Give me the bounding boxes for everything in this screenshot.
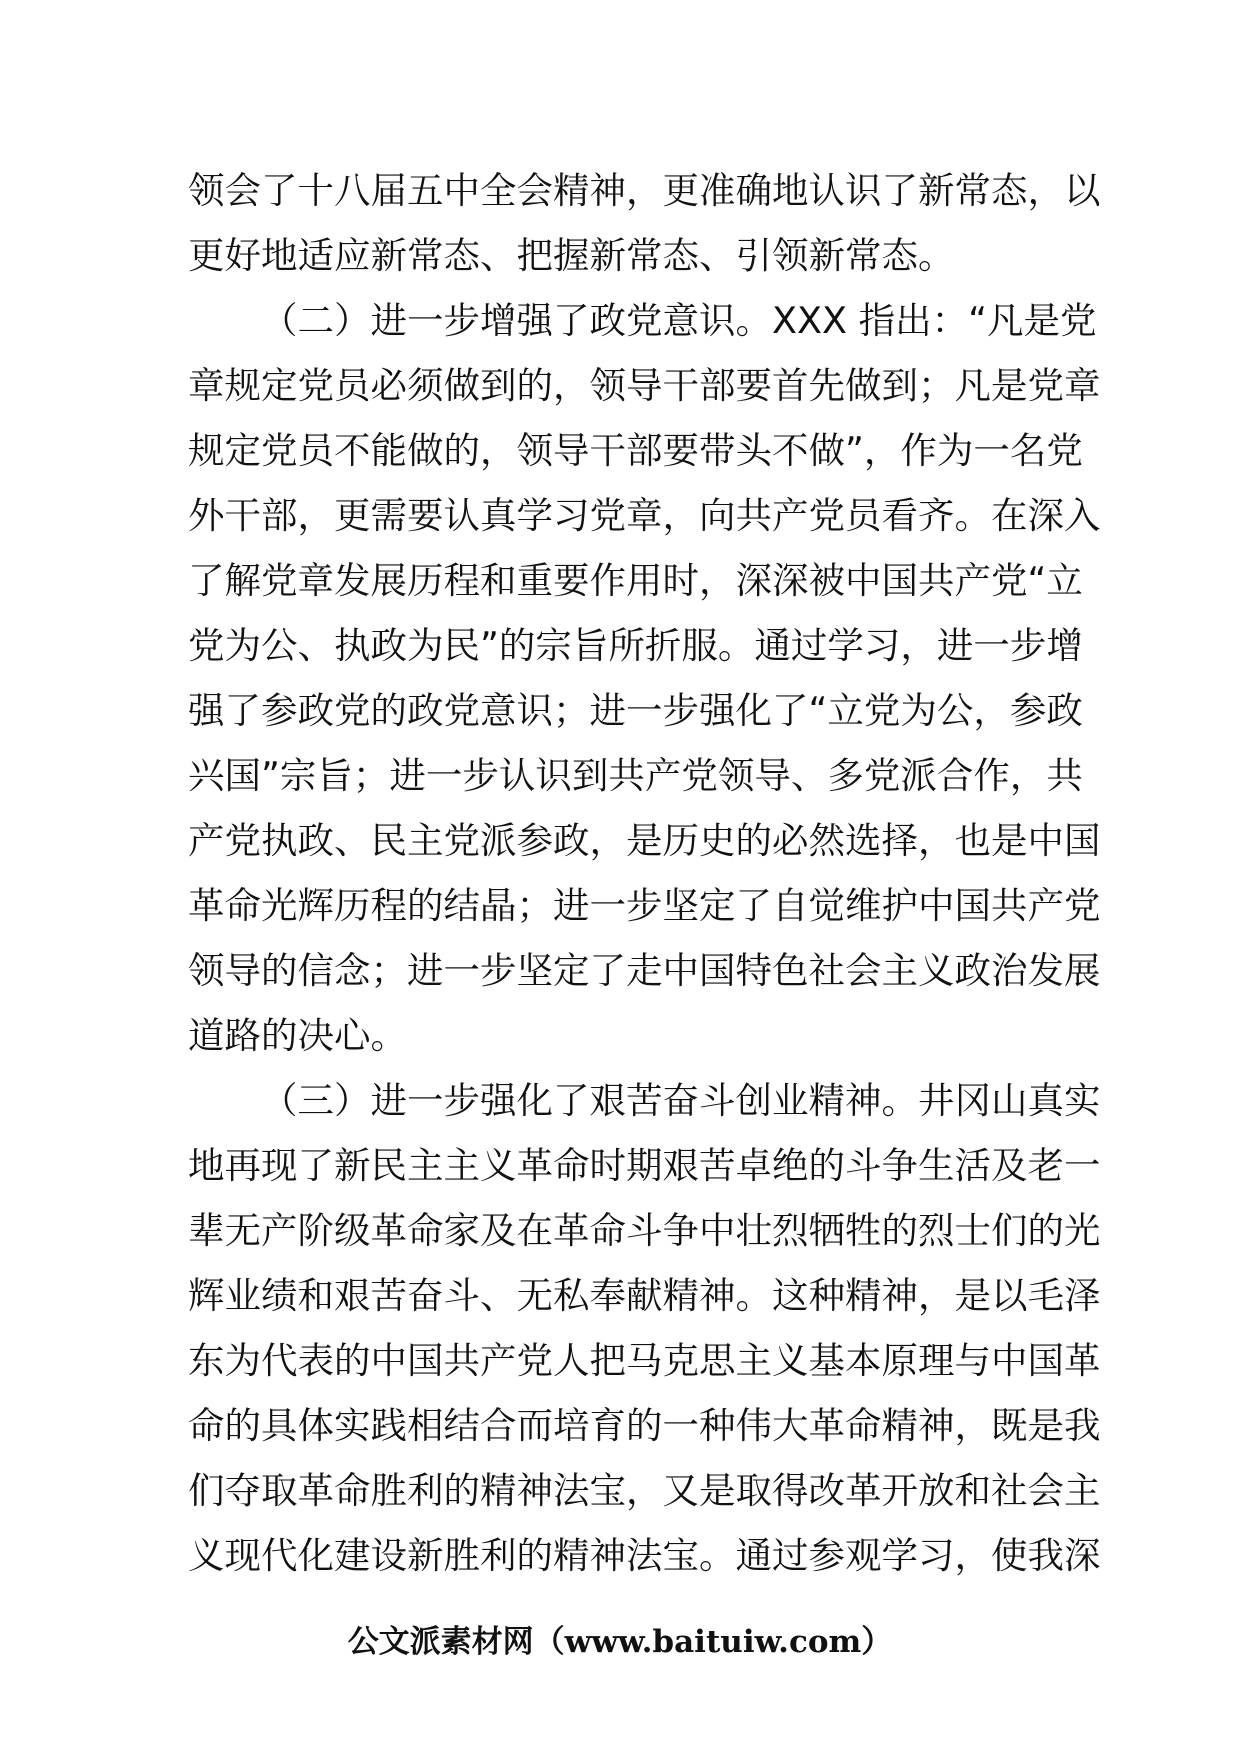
text-line: 党为公、执政为民”的宗旨所折服。通过学习，进一步增 bbox=[188, 624, 1083, 667]
text-line: 了解党章发展历程和重要作用时，深深被中国共产党“立 bbox=[188, 559, 1083, 602]
text-line: 强了参政党的政党意识；进一步强化了“立党为公，参政 bbox=[188, 689, 1083, 732]
text-line: 东为代表的中国共产党人把马克思主义基本原理与中国革 bbox=[188, 1339, 1101, 1382]
text-line: 义现代化建设新胜利的精神法宝。通过参观学习，使我深 bbox=[188, 1534, 1101, 1577]
text-line: 章规定党员必须做到的，领导干部要首先做到；凡是党章 bbox=[188, 364, 1101, 407]
text-line: 更好地适应新常态、把握新常态、引领新常态。 bbox=[188, 234, 955, 277]
text-line: 领会了十八届五中全会精神，更准确地认识了新常态，以 bbox=[188, 169, 1101, 212]
page-footer-watermark: 公文派素材网（www.baituiw.com） bbox=[347, 1624, 893, 1660]
text-line: 道路的决心。 bbox=[188, 1014, 407, 1057]
text-line: 产党执政、民主党派参政，是历史的必然选择，也是中国 bbox=[188, 819, 1101, 862]
text-line: 革命光辉历程的结晶；进一步坚定了自觉维护中国共产党 bbox=[188, 884, 1101, 927]
text-line: 领导的信念；进一步坚定了走中国特色社会主义政治发展 bbox=[188, 949, 1101, 992]
text-line: 地再现了新民主主义革命时期艰苦卓绝的斗争生活及老一 bbox=[188, 1144, 1101, 1187]
text-line: 兴国”宗旨；进一步认识到共产党领导、多党派合作，共 bbox=[188, 754, 1083, 797]
text-line: 辈无产阶级革命家及在革命斗争中壮烈牺牲的烈士们的光 bbox=[188, 1209, 1101, 1252]
text-line: 辉业绩和艰苦奋斗、无私奉献精神。这种精神，是以毛泽 bbox=[188, 1274, 1101, 1317]
section-heading-line: （三）进一步强化了艰苦奋斗创业精神。井冈山真实 bbox=[261, 1079, 1101, 1122]
text-line: 外干部，更需要认真学习党章，向共产党员看齐。在深入 bbox=[188, 494, 1101, 537]
document-body bbox=[188, 158, 1101, 1588]
text-line: 们夺取革命胜利的精神法宝，又是取得改革开放和社会主 bbox=[188, 1469, 1101, 1512]
section-heading-line: （二）进一步增强了政党意识。XXX 指出：“凡是党 bbox=[261, 299, 1097, 342]
text-line: 规定党员不能做的，领导干部要带头不做”，作为一名党 bbox=[188, 429, 1083, 472]
text-line: 命的具体实践相结合而培育的一种伟大革命精神，既是我 bbox=[188, 1404, 1101, 1447]
